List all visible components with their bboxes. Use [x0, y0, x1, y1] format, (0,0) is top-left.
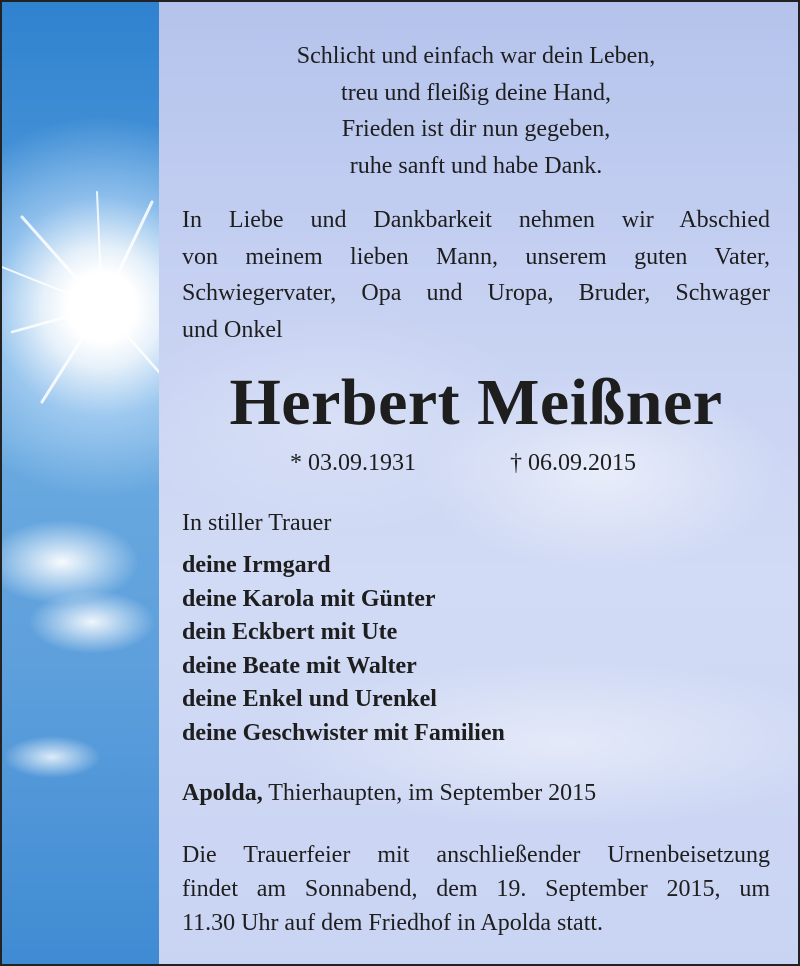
- farewell-line: In Liebe und Dankbarkeit nehmen wir Abschied: [182, 207, 770, 233]
- death-date: † 06.09.2015: [510, 450, 636, 476]
- mourner-name: deine Karola mit Günter: [182, 585, 436, 612]
- mourner-name: deine Enkel und Urenkel: [182, 686, 437, 712]
- farewell-line: von meinem lieben Mann, unserem guten Vater,: [182, 243, 770, 270]
- funeral-line: findet am Sonnabend, dem 19. September 2015, um: [182, 876, 770, 902]
- deceased-name: Herbert Meißner: [229, 366, 723, 439]
- funeral-info: [182, 838, 770, 940]
- funeral-line: Die Trauerfeier mit anschließender Urnenbeisetzung: [182, 842, 770, 868]
- farewell-text: [182, 202, 770, 348]
- place-and-date: [182, 777, 596, 809]
- poem-line: Frieden ist dir nun gegeben,: [341, 116, 611, 142]
- place-rest: Thierhaupten, im September 2015: [262, 780, 597, 806]
- funeral-line: 11.30 Uhr auf dem Friedhof in Apolda statt.: [182, 910, 604, 936]
- poem-line: treu und fleißig deine Hand,: [341, 79, 611, 106]
- birth-date: * 03.09.1931: [290, 450, 416, 476]
- mourning-intro: In stiller Trauer: [182, 510, 332, 536]
- memorial-poem: [182, 38, 770, 184]
- mourner-name: deine Irmgard: [182, 552, 331, 578]
- mourner-name: deine Geschwister mit Familien: [182, 719, 505, 746]
- farewell-line: und Onkel: [182, 316, 283, 343]
- mourners-list: [182, 549, 505, 750]
- poem-line: ruhe sanft und habe Dank.: [349, 152, 603, 179]
- mourner-name: dein Eckbert mit Ute: [182, 619, 398, 645]
- farewell-line: Schwiegervater, Opa und Uropa, Bruder, Schwager: [182, 280, 770, 306]
- sun-icon: [2, 2, 159, 964]
- poem-line: Schlicht und einfach war dein Leben,: [296, 43, 656, 69]
- place-town: Apolda,: [182, 780, 263, 806]
- mourner-name: deine Beate mit Walter: [182, 652, 417, 679]
